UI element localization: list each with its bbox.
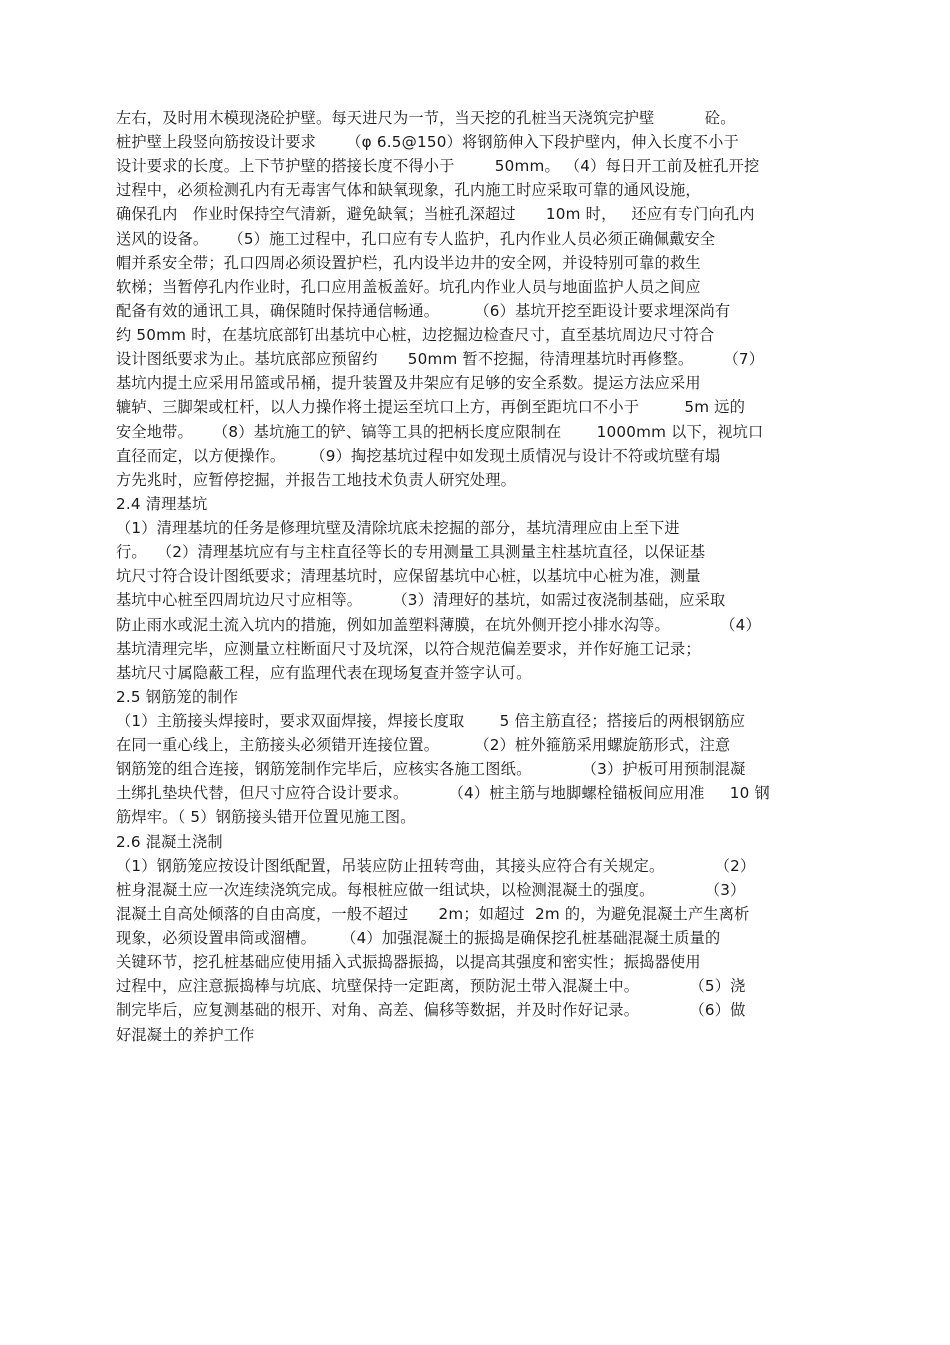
text-line: 送风的设备。 （5）施工过程中，孔口应有专人监护，孔内作业人员必须正确佩戴安全: [116, 230, 716, 248]
text-line: 桩护壁上段竖向筋按设计要求 （φ 6.5@150）将钢筋伸入下段护壁内，伸入长度不小于: [116, 133, 739, 151]
text-line: 过程中，必须检测孔内有无毒害气体和缺氧现象，孔内施工时应采取可靠的通风设施，: [116, 181, 701, 199]
section-heading: 2.5 钢筋笼的制作: [116, 688, 239, 706]
text-line: 过程中，应注意振捣棒与坑底、坑壁保持一定距离，预防泥土带入混凝土中。 （5）浇: [116, 977, 746, 995]
text-line: 土绑扎垫块代替，但尺寸应符合设计要求。 （4）桩主筋与地脚螺栓锚板间应用准 10 钢: [116, 784, 770, 802]
text-line: 方先兆时，应暂停挖掘，并报告工地技术负责人研究处理。: [116, 471, 517, 489]
section-heading: 2.4 清理基坑: [116, 495, 208, 513]
text-line: （1）钢筋笼应按设计图纸配置，吊装应防止扭转弯曲，其接头应符合有关规定。 （2）: [116, 857, 756, 875]
text-line: 基坑尺寸属隐蔽工程，应有监理代表在现场复查并签字认可。: [116, 664, 532, 682]
text-line: 配备有效的通讯工具，确保随时保持通信畅通。 （6）基坑开挖至距设计要求埋深尚有: [116, 302, 731, 320]
text-line: 好混凝土的养护工作: [116, 1026, 255, 1044]
text-line: 混凝土自高处倾落的自由高度，一般不超过 2m；如超过 2m 的，为避免混凝土产生离析: [116, 905, 750, 923]
text-line: 确保孔内 作业时保持空气清新，避免缺氧；当桩孔深超过 10m 时， 还应有专门向孔内: [116, 205, 755, 223]
text-line: 设计图纸要求为止。基坑底部应预留约 50mm 暂不挖掘，待清理基坑时再修整。 （7）: [116, 350, 765, 368]
text-line: 约 50mm 时，在基坑底部钉出基坑中心桩，边挖掘边检查尺寸，直至基坑周边尺寸符合: [116, 326, 715, 344]
text-line: 防止雨水或泥土流入坑内的措施，例如加盖塑料薄膜，在坑外侧开挖小排水沟等。 （4）: [116, 616, 761, 634]
text-line: 帽并系安全带；孔口四周必须设置护栏，孔内设半边井的安全网，并设特别可靠的救生: [116, 254, 701, 272]
text-line: （1）主筋接头焊接时，要求双面焊接，焊接长度取 5 倍主筋直径；搭接后的两根钢筋应: [116, 712, 746, 730]
section-heading: 2.6 混凝土浇制: [116, 833, 223, 851]
text-line: 基坑内提土应采用吊篮或吊桶，提升装置及井架应有足够的安全系数。提运方法应采用: [116, 374, 701, 392]
text-line: 行。 （2）清理基坑应有与主柱直径等长的专用测量工具测量主柱基坑直径，以保证基: [116, 543, 706, 561]
text-line: 左右，及时用木模现浇砼护壁。每天进尺为一节，当天挖的孔桩当天浇筑完护壁 砼。: [116, 109, 736, 127]
text-line: 钢筋笼的组合连接，钢筋笼制作完毕后，应核实各施工图纸。 （3）护板可用预制混凝: [116, 760, 746, 778]
text-line: 直径而定，以方便操作。 （9）掏挖基坑过程中如发现土质情况与设计不符或坑壁有塌: [116, 447, 721, 465]
text-line: 安全地带。 （8）基坑施工的铲、镐等工具的把柄长度应限制在 1000mm 以下，视坑口: [116, 423, 764, 441]
text-line: 现象，必须设置串筒或溜槽。 （4）加强混凝土的振捣是确保挖孔桩基础混凝土质量的: [116, 929, 721, 947]
text-line: 基坑清理完毕，应测量立柱断面尺寸及坑深，以符合规范偏差要求，并作好施工记录；: [116, 640, 701, 658]
text-line: 关键环节，挖孔桩基础应使用插入式振捣器振捣，以提高其强度和密实性；振捣器使用: [116, 953, 701, 971]
text-line: 设计要求的长度。上下节护壁的搭接长度不得小于 50mm。 （4）每日开工前及桩孔开挖: [116, 157, 760, 175]
text-line: 筋焊牢。（ 5）钢筋接头错开位置见施工图。: [116, 808, 416, 826]
text-line: 制完毕后，应复测基础的根开、对角、高差、偏移等数据，并及时作好记录。 （6）做: [116, 1001, 746, 1019]
text-line: 在同一重心线上，主筋接头必须错开连接位置。 （2）桩外箍筋采用螺旋筋形式，注意: [116, 736, 731, 754]
text-line: 软梯；当暂停孔内作业时，孔口应用盖板盖好。坑孔内作业人员与地面监护人员之间应: [116, 278, 701, 296]
text-line: 辘轳、三脚架或杠杆，以人力操作将土提运至坑口上方，再倒至距坑口不小于 5m 远的: [116, 398, 746, 416]
text-line: （1）清理基坑的任务是修理坑壁及清除坑底未挖掘的部分，基坑清理应由上至下进: [116, 519, 680, 537]
text-line: 基坑中心桩至四周坑边尺寸应相等。 （3）清理好的基坑，如需过夜浇制基础，应采取: [116, 591, 726, 609]
text-line: 桩身混凝土应一次连续浇筑完成。每根桩应做一组试块，以检测混凝土的强度。 （3）: [116, 881, 746, 899]
text-line: 坑尺寸符合设计图纸要求；清理基坑时，应保留基坑中心桩，以基坑中心桩为准，测量: [116, 567, 701, 585]
